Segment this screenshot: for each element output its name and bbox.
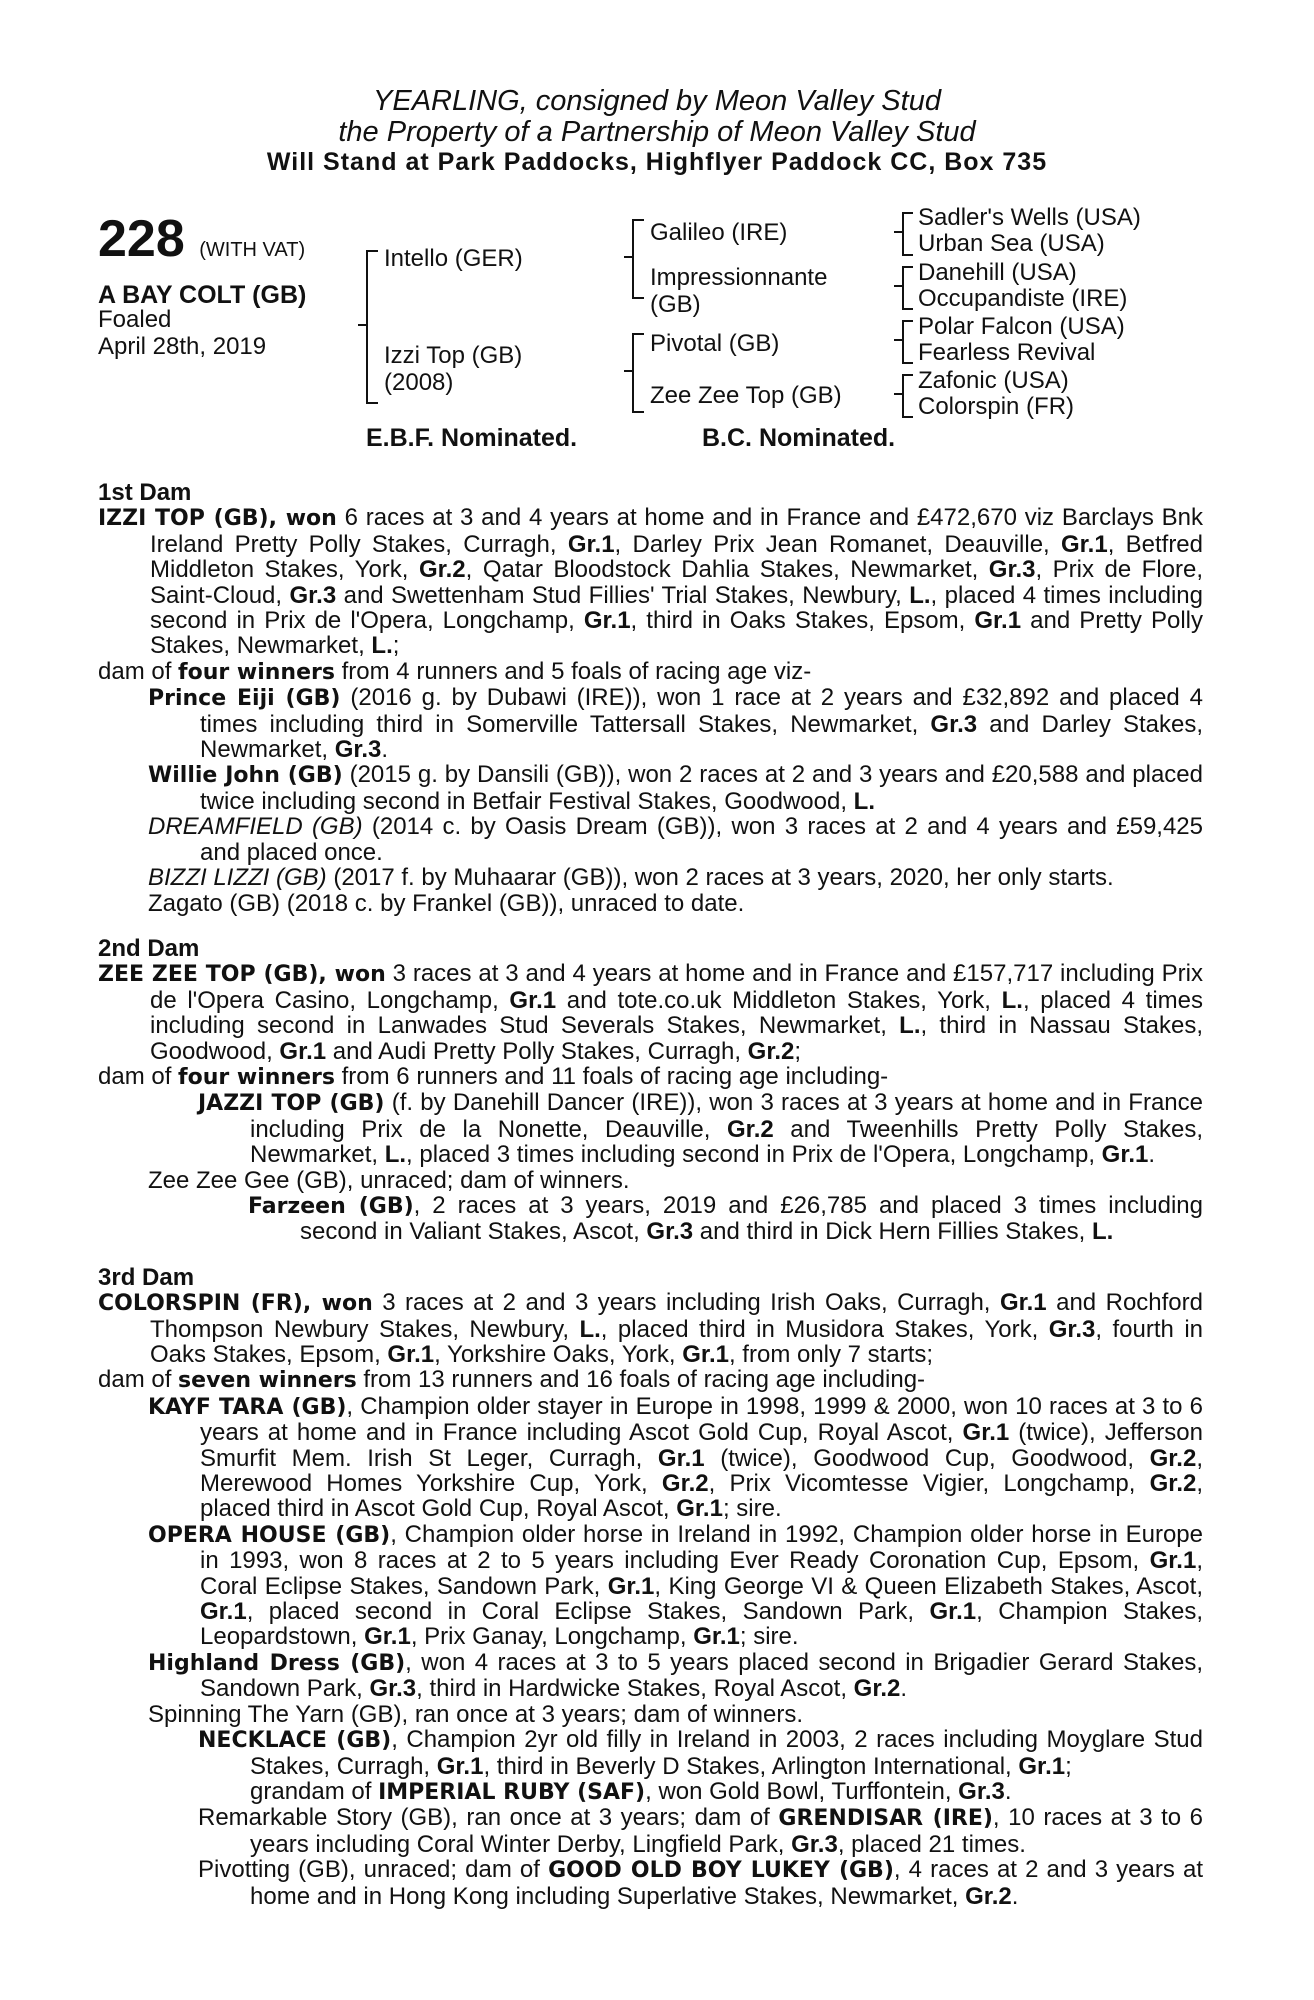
ggp-7: Zafonic (USA)	[918, 367, 1069, 394]
ggp-5: Polar Falcon (USA)	[918, 313, 1125, 340]
ggp-6: Fearless Revival	[918, 339, 1096, 366]
ggp-2: Urban Sea (USA)	[918, 230, 1105, 257]
dam-dam-name: Zee Zee Top (GB)	[650, 382, 842, 409]
pedigree-brace-gen3-a	[902, 212, 913, 256]
property-line: the Property of a Partnership of Meon Valley Stud	[338, 116, 976, 148]
sire-dam-origin: (GB)	[650, 291, 701, 318]
produce-entry: Remarkable Story (GB), ran once at 3 years; dam of GRENDISAR (IRE), 10 races at 3 to 6 years including Coral Winter Derby, Lingfield Park, Gr.3, placed 21 times.	[198, 1804, 1204, 1858]
produce-entry: Prince Eiji (GB) (2016 g. by Dubawi (IRE)), won 1 race at 2 years and £32,892 and placed 4 times including third in Somerville Tattersall Stakes, Newmarket, Gr.3 and Darley Stakes, Newmarket, Gr.3.	[148, 684, 1204, 764]
ebf-nomination: E.B.F. Nominated.	[366, 424, 578, 452]
foaled-date: April 28th, 2019	[98, 333, 267, 360]
dam-sire-name: Pivotal (GB)	[650, 330, 780, 357]
lot-description: A BAY COLT (GB)	[98, 281, 307, 309]
produce-entry: BIZZI LIZZI (GB) (2017 f. by Muhaarar (GB)), won 2 races at 3 years, 2020, her only starts.	[148, 864, 1114, 892]
family-details	[98, 480, 1203, 1909]
produce-entry: KAYF TARA (GB), Champion older stayer in Europe in 1998, 1999 & 2000, won 10 races at 3 to 6 years at home and in France including Ascot Gold Cup, Royal Ascot, Gr.1 (twice), Jefferson Smurfit Mem. Irish St Leger, Curragh, Gr.1 (twice), Goodwood Cup, Goodwood, Gr.2, Merewood Homes Yorkshire Cup, York, Gr.2, Prix Vicomtesse Vigier, Longchamp, Gr.2, placed third in Ascot Gold Cup, Royal Ascot, Gr.1; sire.	[148, 1392, 1204, 1523]
produce-entry: Zagato (GB) (2018 c. by Frankel (GB)), unraced to date.	[148, 889, 745, 917]
lot-number-block	[98, 210, 306, 276]
first-dam-name: IZZI TOP (GB), won	[98, 506, 337, 532]
pedigree-brace-gen1-point	[358, 324, 366, 326]
produce-entry: Farzeen (GB), 2 races at 3 years, 2019 and £26,785 and placed 3 times including second in Valiant Stakes, Ascot, Gr.3 and third in Dick Hern Fillies Stakes, L.	[248, 1191, 1203, 1246]
bc-nomination: B.C. Nominated.	[702, 424, 896, 452]
produce-entry: Zee Zee Gee (GB), unraced; dam of winners.	[148, 1166, 630, 1194]
first-dam-produce-summary: dam of four winners from 4 runners and 5 foals of racing age viz-	[98, 657, 812, 685]
pedigree-brace-gen2-dam	[632, 333, 644, 413]
third-dam-record: COLORSPIN (FR), won 3 races at 2 and 3 years including Irish Oaks, Curragh, Gr.1 and Rochford Thompson Newbury Stakes, Newbury, L., placed third in Musidora Stakes, York, Gr.3, fourth in Oaks Stakes, Epsom, Gr.1, Yorkshire Oaks, York, Gr.1, from only 7 starts;	[98, 1289, 1203, 1368]
sire-sire-name: Galileo (IRE)	[650, 219, 788, 246]
second-dam-produce-summary: dam of four winners from 6 runners and 11 foals of racing age including-	[98, 1062, 889, 1090]
ggp-3: Danehill (USA)	[918, 259, 1077, 286]
lot-number: 228	[98, 210, 185, 268]
pedigree-brace-gen3-c-point	[894, 339, 902, 341]
first-dam-record: IZZI TOP (GB), won 6 races at 3 and 4 years at home and in France and £472,670 viz Barclays Bnk Ireland Pretty Polly Stakes, Curragh, Gr.1, Darley Prix Jean Romanet, Deauville, Gr.1, Betfred Middleton Stakes, York, Gr.2, Qatar Bloodstock Dahlia Stakes, Newmarket, Gr.3, Prix de Flore, Saint-Cloud, Gr.3 and Swettenham Stud Fillies' Trial Stakes, Newbury, L., placed 4 times including second in Prix de l'Opera, Longchamp, Gr.1, third in Oaks Stakes, Epsom, Gr.1 and Pretty Polly Stakes, Newmarket, L.;	[98, 504, 1204, 660]
pedigree-brace-gen3-b-point	[894, 285, 902, 287]
third-dam-produce-summary: dam of seven winners from 13 runners and 16 foals of racing age including-	[98, 1366, 926, 1394]
sire-name: Intello (GER)	[384, 245, 523, 272]
ggp-4: Occupandiste (IRE)	[918, 285, 1128, 312]
produce-entry: DREAMFIELD (GB) (2014 c. by Oasis Dream (GB)), won 3 races at 2 and 4 years and £59,425 and placed once.	[148, 813, 1203, 866]
pedigree-brace-gen3-d	[902, 374, 913, 418]
ggp-8: Colorspin (FR)	[918, 393, 1075, 420]
dam-name: Izzi Top (GB)	[384, 342, 523, 369]
second-dam-record: ZEE ZEE TOP (GB), won 3 races at 3 and 4 years at home and in France and £157,717 including Prix de l'Opera Casino, Longchamp, Gr.1 and tote.co.uk Middleton Stakes, York, L., placed 4 times including second in Lanwades Stud Severals Stakes, Newmarket, L., third in Nassau Stakes, Goodwood, Gr.1 and Audi Pretty Polly Stakes, Curragh, Gr.2;	[98, 960, 1203, 1065]
pedigree-brace-gen1	[366, 250, 378, 404]
pedigree-brace-gen3-c	[902, 320, 913, 364]
second-dam-heading: 2nd Dam	[98, 934, 200, 962]
produce-entry: Willie John (GB) (2015 g. by Dansili (GB)), won 2 races at 2 and 3 years and £20,588 and placed twice including second in Betfair Festival Stakes, Goodwood, L.	[148, 761, 1204, 815]
pedigree-brace-gen3-a-point	[894, 231, 902, 233]
dam-year: (2008)	[384, 369, 454, 396]
foaled-label: Foaled	[98, 306, 172, 333]
pedigree-brace-gen3-b	[902, 266, 913, 310]
third-dam-heading: 3rd Dam	[98, 1263, 195, 1291]
sire-dam-name: Impressionnante	[650, 264, 828, 291]
pedigree-brace-gen3-d-point	[894, 393, 902, 395]
produce-entry: NECKLACE (GB), Champion 2yr old filly in Ireland in 2003, 2 races including Moyglare Stud Stakes, Curragh, Gr.1, third in Beverly D Stakes, Arlington International, Gr.1; grandam of IMPERIAL RUBY (SAF), won Gold Bowl, Turffontein, Gr.3.	[198, 1726, 1203, 1805]
vat-label: (WITH VAT)	[199, 239, 306, 261]
pedigree-brace-gen2-dam-point	[624, 370, 632, 372]
pedigree-brace-gen2-sire-point	[624, 256, 632, 258]
produce-entry: JAZZI TOP (GB) (f. by Danehill Dancer (IRE)), won 3 races at 3 years at home and in France including Prix de la Nonette, Deauville, Gr.2 and Tweenhills Pretty Polly Stakes, Newmarket, L., placed 3 times including second in Prix de l'Opera, Longchamp, Gr.1.	[198, 1089, 1204, 1169]
stand-location-line: Will Stand at Park Paddocks, Highflyer Paddock CC, Box 735	[266, 148, 1048, 176]
produce-entry: Highland Dress (GB), won 4 races at 3 to 5 years placed second in Brigadier Gerard Stakes, Sandown Park, Gr.3, third in Hardwicke Stakes, Royal Ascot, Gr.2.	[148, 1648, 1203, 1703]
first-dam-heading: 1st Dam	[98, 479, 192, 506]
consignor-line: YEARLING, consigned by Meon Valley Stud	[373, 85, 941, 117]
produce-entry: Pivotting (GB), unraced; dam of GOOD OLD BOY LUKEY (GB), 4 races at 2 and 3 years at home and in Hong Kong including Superlative Stakes, Newmarket, Gr.2.	[198, 1856, 1203, 1910]
produce-entry: OPERA HOUSE (GB), Champion older horse in Ireland in 1992, Champion older horse in Europe in 1993, won 8 races at 2 to 5 years including Ever Ready Coronation Cup, Epsom, Gr.1, Coral Eclipse Stakes, Sandown Park, Gr.1, King George VI & Queen Elizabeth Stakes, Ascot, Gr.1, placed second in Coral Eclipse Stakes, Sandown Park, Gr.1, Champion Stakes, Leopardstown, Gr.1, Prix Ganay, Longchamp, Gr.1; sire.	[148, 1520, 1204, 1651]
pedigree-brace-gen2-sire	[632, 219, 644, 299]
produce-entry: Spinning The Yarn (GB), ran once at 3 years; dam of winners.	[148, 1700, 804, 1728]
ggp-1: Sadler's Wells (USA)	[918, 204, 1141, 231]
